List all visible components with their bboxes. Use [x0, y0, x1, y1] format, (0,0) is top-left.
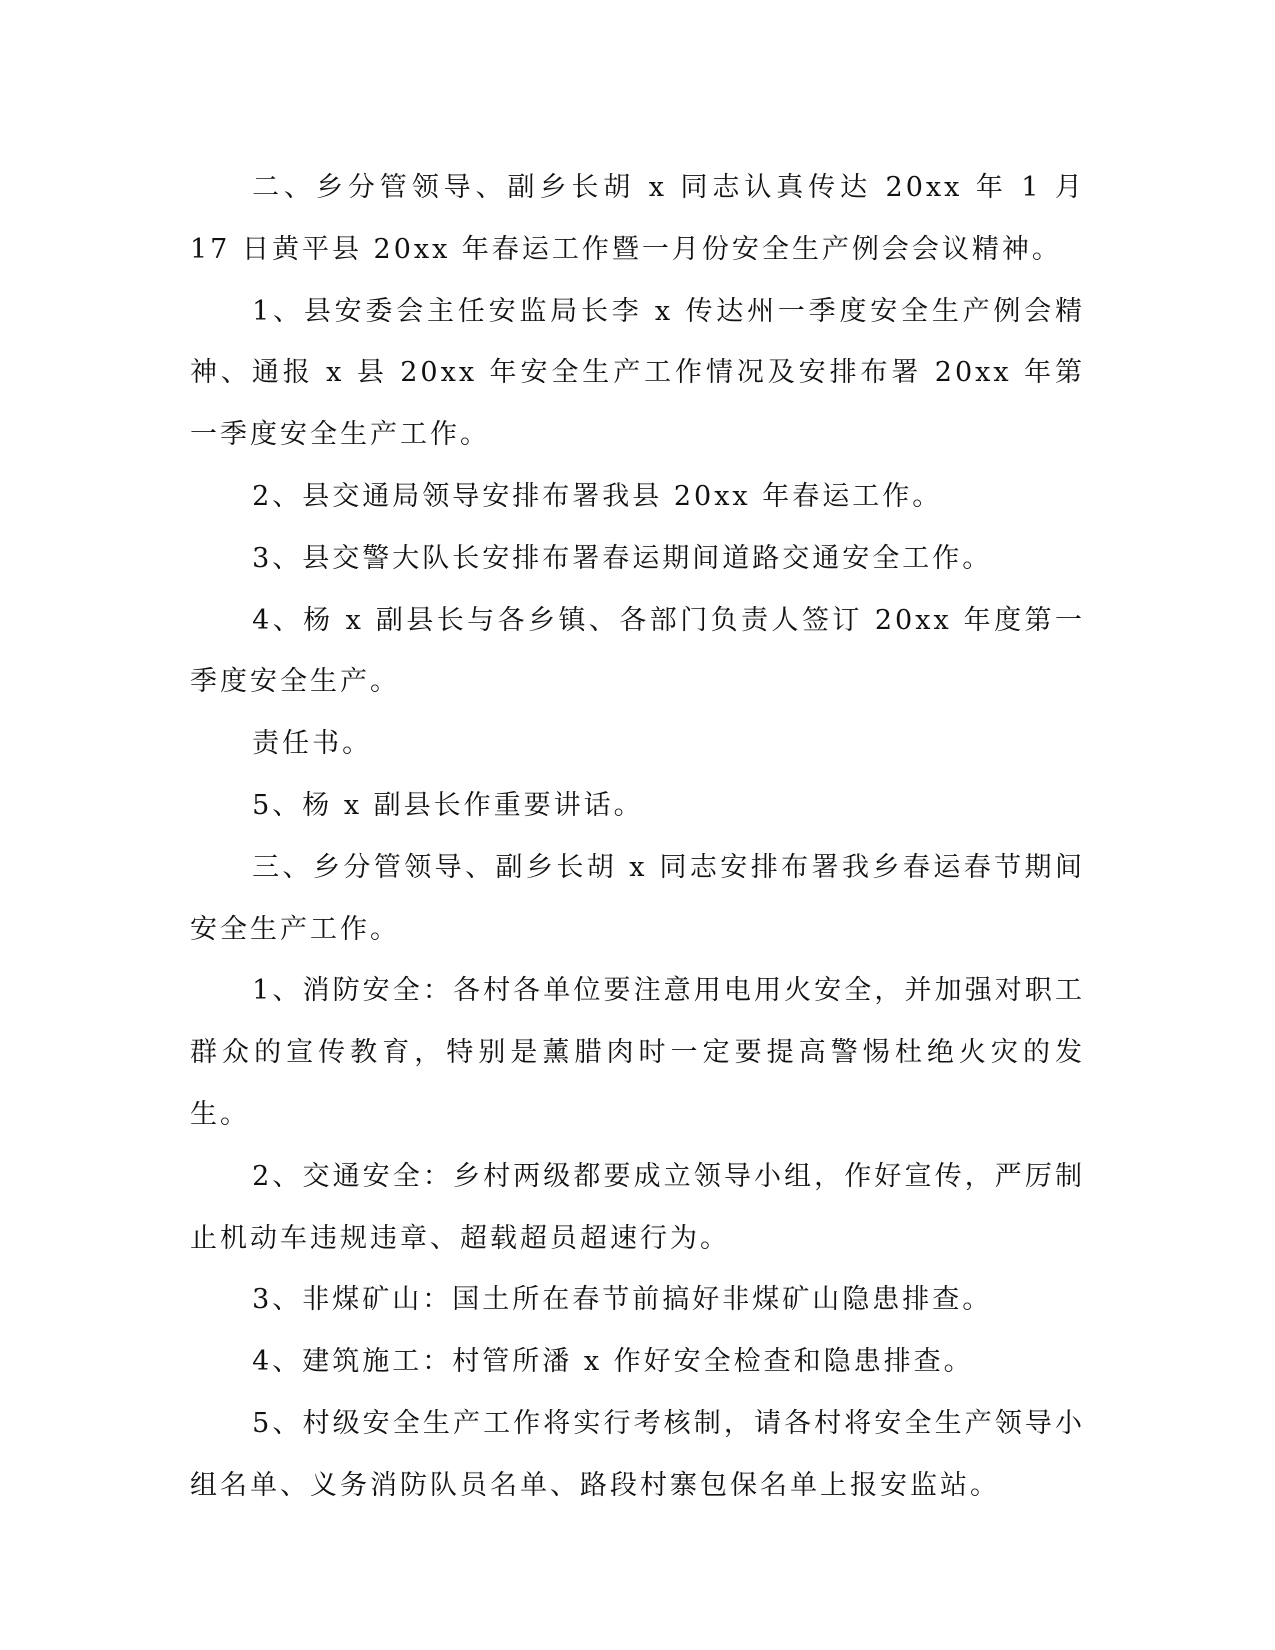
paragraph-item-5: 5、杨 x 副县长作重要讲话。: [252, 789, 644, 821]
paragraph-section-2-intro: 二、乡分管领导、副乡长胡 x 同志认真传达 20xx 年 1 月 17 日黄平县 20xx 年春运工作暨一月份安全生产例会会议精神。: [190, 172, 1085, 265]
paragraph-responsibility: 责任书。: [252, 728, 373, 760]
paragraph-construction: 4、建筑施工：村管所潘 x 作好安全检查和隐患排查。: [252, 1346, 974, 1378]
paragraph-item-4: 4、杨 x 副县长与各乡镇、各部门负责人签订 20xx 年度第一季度安全生产。: [190, 604, 1085, 698]
paragraph-item-3: 3、县交警大队长安排布署春运期间道路交通安全工作。: [252, 542, 993, 574]
paragraph-village-assessment: 5、村级安全生产工作将实行考核制，请各村将安全生产领导小组名单、义务消防队员名单、路段村寨包保名单上报安监站。: [190, 1407, 1085, 1501]
paragraph-section-3-intro: 三、乡分管领导、副乡长胡 x 同志安排布署我乡春运春节期间安全生产工作。: [190, 851, 1085, 945]
paragraph-fire-safety: 1、消防安全：各村各单位要注意用电用火安全，并加强对职工群众的宣传教育，特别是薰腊肉时一定要提高警惕杜绝火灾的发生。: [190, 975, 1085, 1130]
paragraph-traffic-safety: 2、交通安全：乡村两级都要成立领导小组，作好宣传，严厉制止机动车违规违章、超载超员超速行为。: [190, 1160, 1085, 1254]
paragraph-item-2: 2、县交通局领导安排布署我县 20xx 年春运工作。: [252, 480, 943, 512]
paragraph-item-1: 1、县安委会主任安监局长李 x 传达州一季度安全生产例会精神、通报 x 县 20xx 年安全生产工作情况及安排布署 20xx 年第一季度安全生产工作。: [190, 295, 1085, 451]
paragraph-non-coal-mines: 3、非煤矿山：国土所在春节前搞好非煤矿山隐患排查。: [252, 1284, 993, 1316]
document-body: [190, 157, 1085, 1517]
